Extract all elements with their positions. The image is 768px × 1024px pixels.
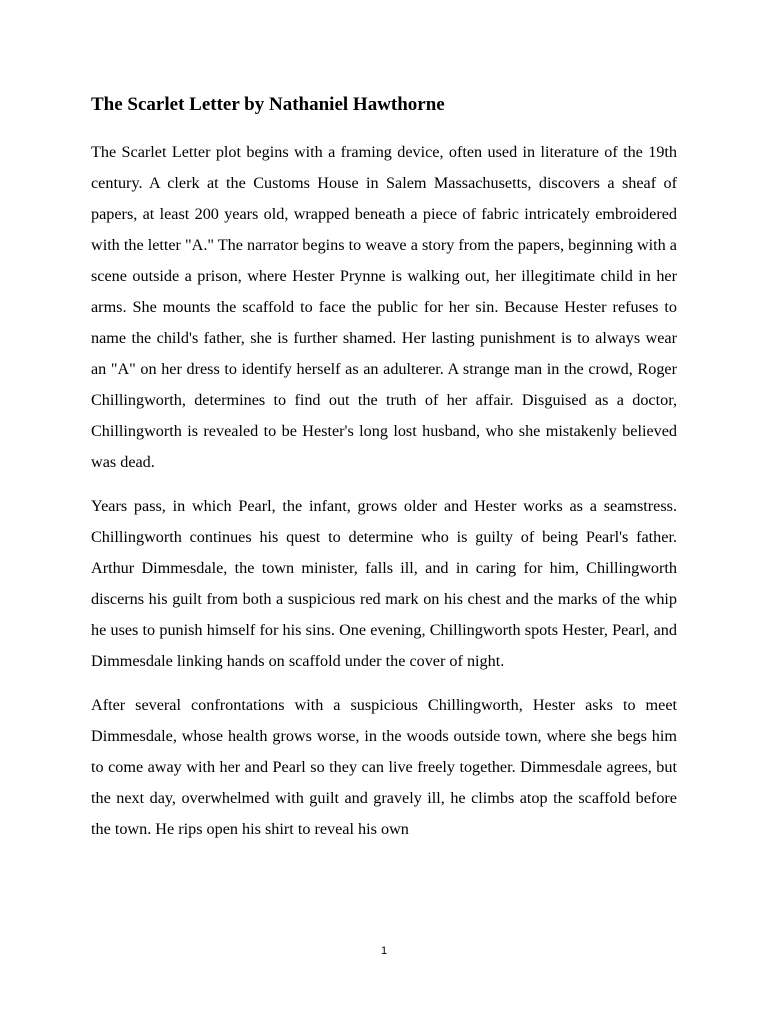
page-number: 1 [380,945,388,957]
paragraph-2: Years pass, in which Pearl, the infant, grows older and Hester works as a seamstress. Chillingworth continues his quest to determine who is guilty of being Pearl's father. Arthur Dimmesdale, the town minister, falls ill, and in caring for him, Chillingworth discerns his guilt from both a suspicious red mark on his chest and the marks of the whip he uses to punish himself for his sins. One evening, Chillingworth spots Hester, Pearl, and Dimmesdale linking hands on scaffold under the cover of night. [91,497,677,670]
document-body [91,137,677,858]
document-title: The Scarlet Letter by Nathaniel Hawthorne [91,94,445,115]
paragraph-1: The Scarlet Letter plot begins with a framing device, often used in literature of the 19th century. A clerk at the Customs House in Salem Massachusetts, discovers a sheaf of papers, at least 200 years old, wrapped beneath a piece of fabric intricately embroidered with the letter "A." The narrator begins to weave a story from the papers, beginning with a scene outside a prison, where Hester Prynne is walking out, her illegitimate child in her arms. She mounts the scaffold to face the public for her sin. Because Hester refuses to name the child's father, she is further shamed. Her lasting punishment is to always wear an "A" on her dress to identify herself as an adulterer. A strange man in the crowd, Roger Chillingworth, determines to find out the truth of her affair. Disguised as a doctor, Chillingworth is revealed to be Hester's long lost husband, who she mistakenly believed was dead. [91,143,677,471]
paragraph-3: After several confrontations with a suspicious Chillingworth, Hester asks to meet Dimmesdale, whose health grows worse, in the woods outside town, where she begs him to come away with her and Pearl so they can live freely together. Dimmesdale agrees, but the next day, overwhelmed with guilt and gravely ill, he climbs atop the scaffold before the town. He rips open his shirt to reveal his own [91,696,677,838]
